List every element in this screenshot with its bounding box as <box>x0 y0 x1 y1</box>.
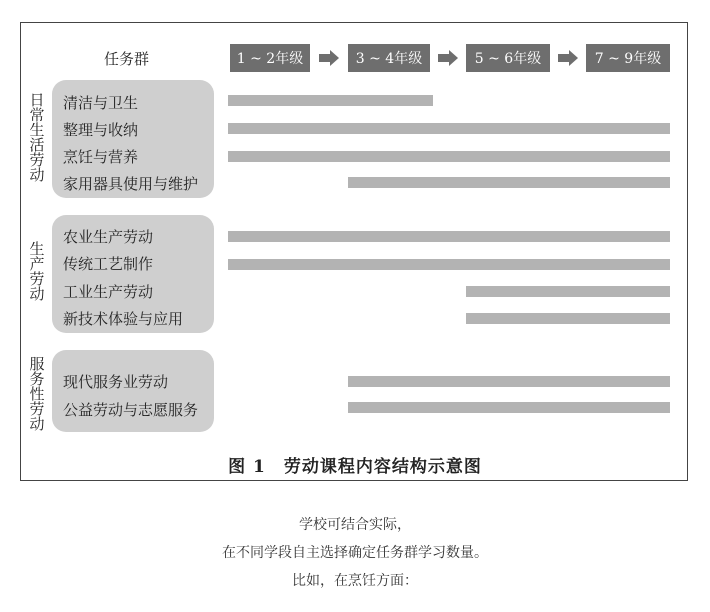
grade-span-bar <box>466 313 670 324</box>
task-label: 新技术体验与应用 <box>63 310 184 328</box>
arrow-right-icon <box>319 50 339 66</box>
grade-span-bar <box>228 231 670 242</box>
category-label-daily-life: 日常生活劳动 <box>29 91 45 184</box>
grade-span-bar <box>228 95 433 106</box>
grade-span-bar <box>228 151 670 162</box>
grade-span-bar <box>228 259 670 270</box>
task-label: 家用器具使用与维护 <box>63 175 199 193</box>
body-text-line-3: 比如，在烹饪方面： <box>292 573 418 589</box>
task-label: 传统工艺制作 <box>63 255 154 273</box>
grade-5-6-box: 5 ~ 6年级 <box>466 44 550 72</box>
body-text-line-2: 在不同学段自主选择确定任务群学习数量。 <box>222 545 488 561</box>
grade-span-bar <box>228 123 670 134</box>
task-label: 农业生产劳动 <box>63 228 154 246</box>
grade-span-bar <box>466 286 670 297</box>
grade-7-9-box: 7 ~ 9年级 <box>586 44 670 72</box>
task-label: 烹饪与营养 <box>63 148 139 166</box>
task-label: 公益劳动与志愿服务 <box>63 401 199 419</box>
task-label: 清洁与卫生 <box>63 94 139 112</box>
grade-1-2-box: 1 ~ 2年级 <box>230 44 310 72</box>
grade-span-bar <box>348 376 670 387</box>
grade-3-4-box: 3 ~ 4年级 <box>348 44 430 72</box>
task-label: 工业生产劳动 <box>63 283 154 301</box>
grade-span-bar <box>348 402 670 413</box>
grade-span-bar <box>348 177 670 188</box>
figure-caption: 图 1 劳动课程内容结构示意图 <box>228 457 482 477</box>
arrow-right-icon <box>558 50 578 66</box>
arrow-right-icon <box>438 50 458 66</box>
category-label-production: 生产劳动 <box>29 240 45 303</box>
task-group-header: 任务群 <box>104 50 150 68</box>
body-text-line-1: 学校可结合实际， <box>299 517 411 533</box>
task-label: 现代服务业劳动 <box>63 373 169 391</box>
task-label: 整理与收纳 <box>63 121 139 139</box>
category-label-service: 服务性劳动 <box>29 355 45 433</box>
